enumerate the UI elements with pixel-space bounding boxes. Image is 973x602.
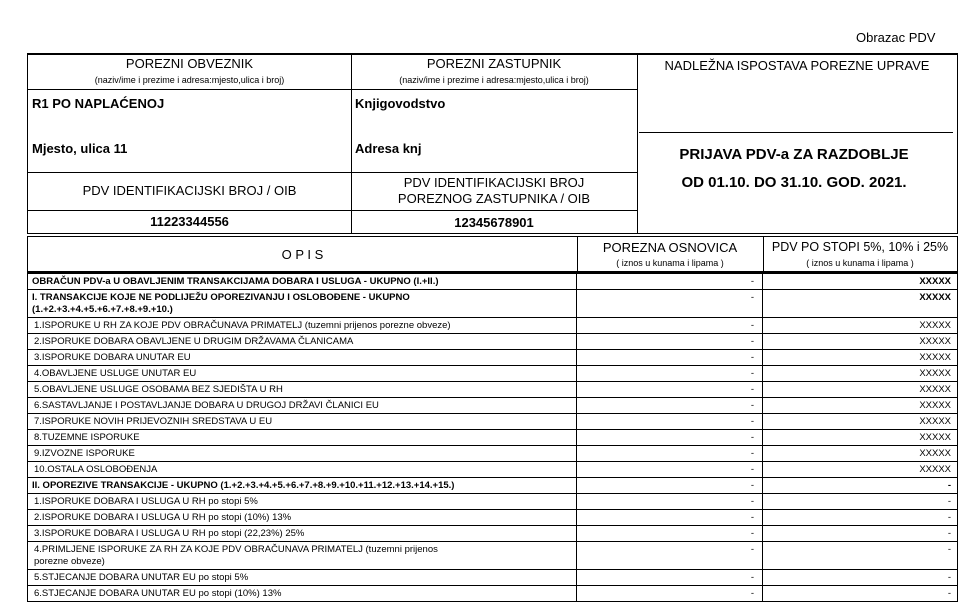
- vat-table-body: [27, 274, 958, 602]
- table-row: [28, 462, 957, 478]
- row-description: [28, 334, 577, 349]
- table-row: [28, 290, 957, 318]
- row-label: 9.IZVOZNE ISPORUKE: [34, 448, 135, 459]
- tax-office-title: NADLEŽNA ISPOSTAVA POREZNE UPRAVE: [664, 58, 930, 73]
- tax-base-cell: -: [577, 350, 763, 365]
- row-description: [28, 526, 577, 541]
- row-label: 1.ISPORUKE U RH ZA KOJE PDV OBRAČUNAVA PRIMATELJ (tuzemni prijenos porezne obveze): [34, 320, 451, 331]
- taxpayer-name: R1 PO NAPLAĆENOJ: [32, 96, 165, 111]
- tax-base-cell: -: [577, 274, 763, 289]
- row-label: 6.STJECANJE DOBARA UNUTAR EU po stopi (10%) 13%: [34, 588, 282, 599]
- row-label: I. TRANSAKCIJE KOJE NE PODLIJEŽU OPOREZIVANJU I OSLOBOĐENE - UKUPNO: [32, 292, 410, 303]
- vat-cell: -: [947, 512, 951, 523]
- table-row: [28, 430, 957, 446]
- row-description: [28, 510, 577, 525]
- vat-column-header: PDV PO STOPI 5%, 10% i 25%: [771, 240, 949, 254]
- vat-cell: XXXXX: [919, 400, 951, 411]
- row-description: [28, 366, 577, 381]
- row-description: [28, 462, 577, 477]
- tax-base-cell: -: [577, 318, 763, 333]
- table-row: [28, 414, 957, 430]
- tax-base-cell: -: [577, 542, 763, 569]
- table-row: [28, 366, 957, 382]
- vat-cell: XXXXX: [919, 384, 951, 395]
- row-label: 2.ISPORUKE DOBARA I USLUGA U RH po stopi (10%) 13%: [34, 512, 292, 523]
- tax-base-cell: -: [577, 462, 763, 477]
- table-row: [28, 398, 957, 414]
- row-description: [28, 350, 577, 365]
- table-row: [28, 586, 957, 602]
- table-row: [28, 570, 957, 586]
- vat-cell: XXXXX: [919, 292, 951, 303]
- column-header: [27, 236, 958, 274]
- row-description: [28, 318, 577, 333]
- table-row: [28, 274, 957, 290]
- vat-cell: -: [947, 496, 951, 507]
- form-label: Obrazac PDV: [856, 30, 936, 45]
- table-row: [28, 382, 957, 398]
- row-description: [28, 290, 577, 317]
- table-row: [28, 350, 957, 366]
- vat-cell: XXXXX: [919, 276, 951, 287]
- tax-base-column-header: POREZNA OSNOVICA: [602, 240, 738, 255]
- row-label-continuation: (1.+2.+3.+4.+5.+6.+7.+8.+9.+10.): [32, 304, 173, 315]
- representative-title: POREZNI ZASTUPNIK: [426, 56, 562, 71]
- row-description: [28, 542, 577, 569]
- tax-base-cell: -: [577, 290, 763, 317]
- row-description: [28, 274, 577, 289]
- tax-base-cell: -: [577, 526, 763, 541]
- vat-cell: -: [947, 588, 951, 599]
- vat-cell: XXXXX: [919, 320, 951, 331]
- row-description: [28, 446, 577, 461]
- row-description: [28, 414, 577, 429]
- vat-cell: XXXXX: [919, 368, 951, 379]
- tax-base-cell: -: [577, 510, 763, 525]
- taxpayer-oib: 11223344556: [150, 214, 229, 229]
- taxpayer-title: POREZNI OBVEZNIK: [125, 56, 254, 71]
- row-description: [28, 398, 577, 413]
- row-description: [28, 586, 577, 601]
- taxpayer-id-label: PDV IDENTIFIKACIJSKI BROJ / OIB: [82, 183, 297, 198]
- description-column-header: O P I S: [281, 247, 324, 262]
- row-label-continuation: porezne obveze): [34, 556, 105, 567]
- row-label: 3.ISPORUKE DOBARA I USLUGA U RH po stopi (22,23%) 25%: [34, 528, 305, 539]
- row-description: [28, 570, 577, 585]
- table-row: [28, 510, 957, 526]
- representative-name: Knjigovodstvo: [355, 96, 446, 111]
- representative-id-label-2: POREZNOG ZASTUPNIKA / OIB: [397, 191, 591, 206]
- vat-cell: XXXXX: [919, 352, 951, 363]
- tax-base-cell: -: [577, 398, 763, 413]
- vat-cell: XXXXX: [919, 336, 951, 347]
- row-label: 4.OBAVLJENE USLUGE UNUTAR EU: [34, 368, 197, 379]
- table-row: [28, 446, 957, 462]
- header-box: [27, 53, 958, 234]
- tax-base-cell: -: [577, 430, 763, 445]
- tax-base-cell: -: [577, 414, 763, 429]
- row-label: 10.OSTALA OSLOBOĐENJA: [34, 464, 158, 475]
- tax-base-cell: -: [577, 382, 763, 397]
- table-row: [28, 478, 957, 494]
- tax-base-cell: -: [577, 494, 763, 509]
- vat-cell: -: [947, 480, 951, 491]
- vat-cell: XXXXX: [919, 416, 951, 427]
- row-description: [28, 382, 577, 397]
- tax-base-cell: -: [577, 366, 763, 381]
- vat-cell: -: [947, 544, 951, 555]
- row-label: 2.ISPORUKE DOBARA OBAVLJENE U DRUGIM DRŽAVAMA ČLANICAMA: [34, 336, 354, 347]
- row-label: 8.TUZEMNE ISPORUKE: [34, 432, 140, 443]
- row-label: 5.OBAVLJENE USLUGE OSOBAMA BEZ SJEDIŠTA U RH: [34, 384, 283, 395]
- report-title: PRIJAVA PDV-a ZA RAZDOBLJE: [679, 146, 909, 163]
- table-row: [28, 542, 957, 570]
- row-description: [28, 494, 577, 509]
- row-label: 5.STJECANJE DOBARA UNUTAR EU po stopi 5%: [34, 572, 249, 583]
- row-label: 7.ISPORUKE NOVIH PRIJEVOZNIH SREDSTAVA U EU: [34, 416, 273, 427]
- tax-base-cell: -: [577, 446, 763, 461]
- table-row: [28, 318, 957, 334]
- row-label: 4.PRIMLJENE ISPORUKE ZA RH ZA KOJE PDV OBRAČUNAVA PRIMATELJ (tuzemni prijenos: [34, 544, 438, 555]
- table-row: [28, 494, 957, 510]
- row-label: OBRAČUN PDV-a U OBAVLJENIM TRANSAKCIJAMA DOBARA I USLUGA - UKUPNO (I.+II.): [32, 276, 439, 287]
- row-label: II. OPOREZIVE TRANSAKCIJE - UKUPNO (1.+2.+3.+4.+5.+6.+7.+8.+9.+10.+11.+12.+13.+14.+15.): [32, 480, 455, 491]
- tax-base-column-sub: ( iznos u kunama i lipama ): [616, 258, 724, 268]
- representative-address: Adresa knj: [355, 141, 422, 156]
- tax-base-cell: -: [577, 334, 763, 349]
- row-label: 3.ISPORUKE DOBARA UNUTAR EU: [34, 352, 191, 363]
- taxpayer-subtitle: (naziv/ime i prezime i adresa:mjesto,ulica i broj): [94, 75, 285, 85]
- row-label: 1.ISPORUKE DOBARA I USLUGA U RH po stopi 5%: [34, 496, 258, 507]
- representative-subtitle: (naziv/ime i prezime i adresa:mjesto,ulica i broj): [399, 75, 589, 85]
- vat-column-sub: ( iznos u kunama i lipama ): [806, 258, 914, 268]
- representative-oib: 12345678901: [454, 215, 534, 230]
- vat-cell: XXXXX: [919, 464, 951, 475]
- vat-cell: XXXXX: [919, 448, 951, 459]
- taxpayer-address: Mjesto, ulica 11: [32, 141, 128, 156]
- tax-base-cell: -: [577, 478, 763, 493]
- row-label: 6.SASTAVLJANJE I POSTAVLJANJE DOBARA U DRUGOJ DRŽAVI ČLANICI EU: [34, 400, 379, 411]
- tax-base-cell: -: [577, 570, 763, 585]
- table-row: [28, 526, 957, 542]
- row-description: [28, 430, 577, 445]
- table-row: [28, 334, 957, 350]
- tax-base-cell: -: [577, 586, 763, 601]
- row-description: [28, 478, 577, 493]
- report-period: OD 01.10. DO 31.10. GOD. 2021.: [681, 174, 907, 191]
- vat-cell: XXXXX: [919, 432, 951, 443]
- representative-id-label-1: PDV IDENTIFIKACIJSKI BROJ: [403, 175, 585, 190]
- vat-cell: -: [947, 528, 951, 539]
- vat-cell: -: [947, 572, 951, 583]
